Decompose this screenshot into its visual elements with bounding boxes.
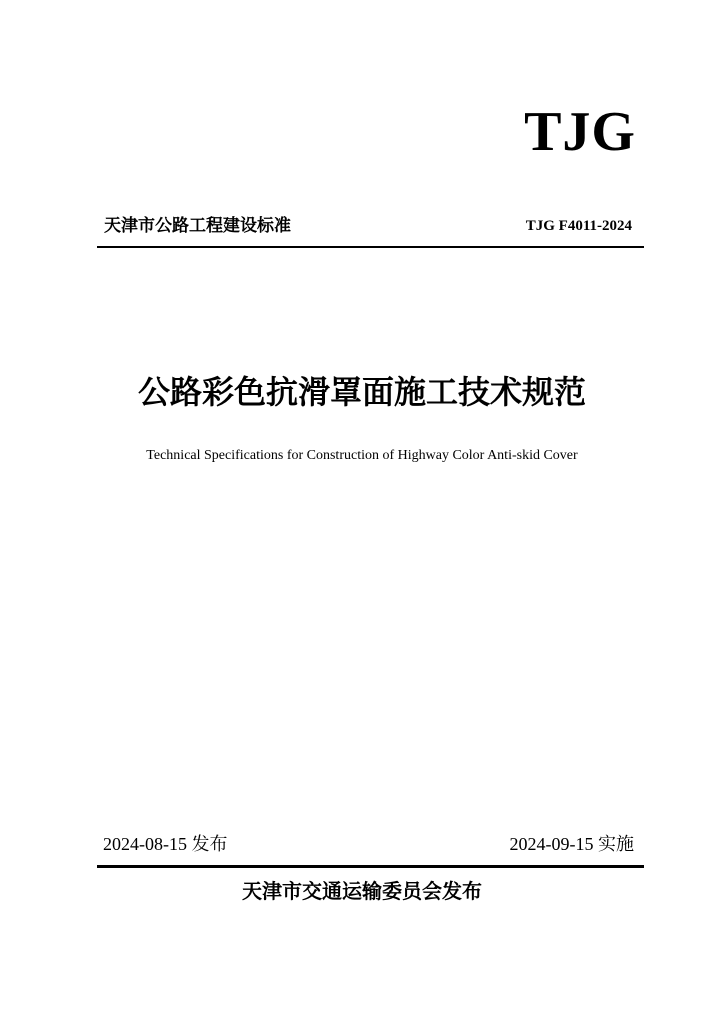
issue-date: 2024-08-15 发布 bbox=[103, 834, 228, 854]
publisher: 天津市交通运输委员会发布 bbox=[242, 879, 482, 903]
standard-category: 天津市公路工程建设标准 bbox=[104, 216, 291, 236]
document-title-english: Technical Specifications for Construction of Highway Color Anti-skid Cover bbox=[146, 448, 578, 463]
implementation-date: 2024-09-15 实施 bbox=[509, 834, 634, 854]
document-title-chinese: 公路彩色抗滑罩面施工技术规范 bbox=[137, 373, 586, 411]
standard-code: TJG F4011-2024 bbox=[525, 218, 632, 234]
footer-divider bbox=[97, 865, 644, 868]
header-divider bbox=[97, 246, 644, 248]
standard-logo: TJG bbox=[524, 101, 636, 163]
